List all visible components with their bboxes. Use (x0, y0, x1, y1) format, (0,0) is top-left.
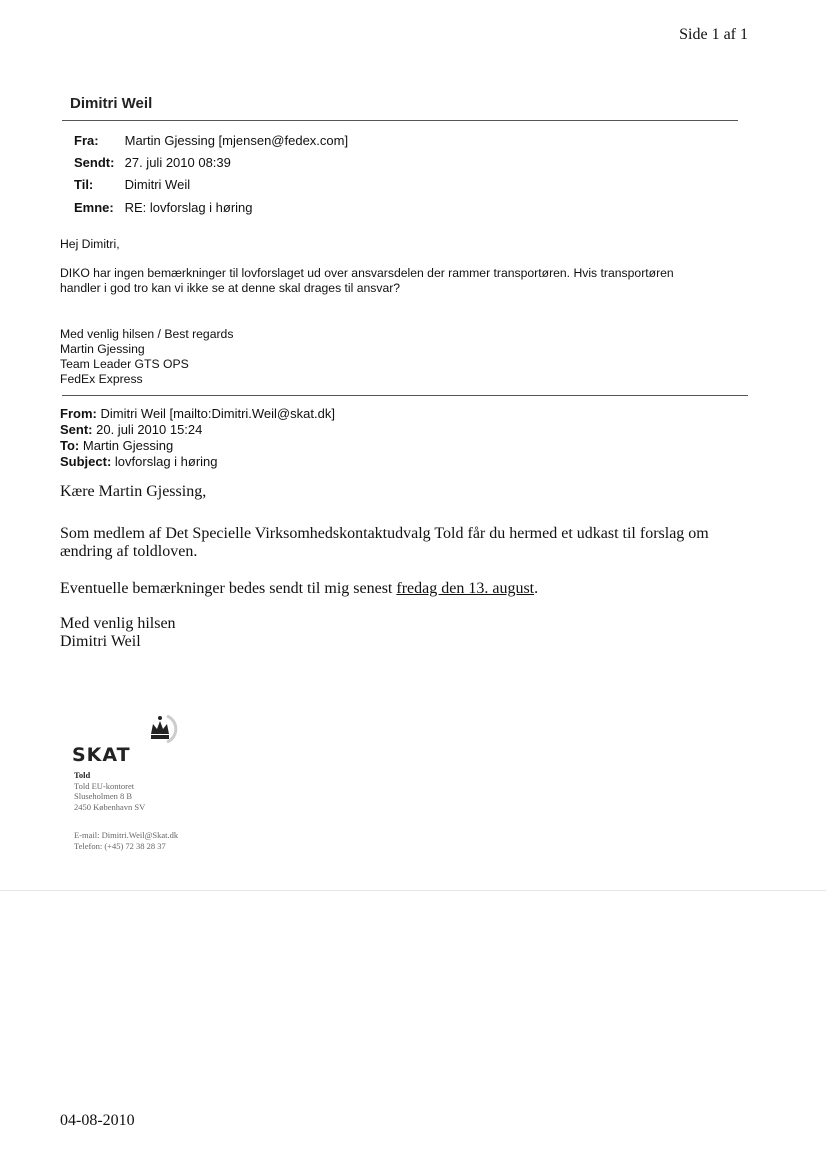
office-name: Told EU-kontoret (74, 780, 135, 791)
reply-signer-name: Martin Gjessing (60, 342, 145, 356)
reply-to-label: Til: (74, 177, 94, 192)
reply-greeting: Hej Dimitri, (60, 237, 120, 251)
street-address: Sluseholmen 8 B (74, 791, 133, 801)
department-name: Told (74, 770, 91, 780)
original-to-label: To: (60, 438, 80, 453)
original-signer: Dimitri Weil (60, 633, 141, 650)
original-greeting: Kære Martin Gjessing, (60, 483, 207, 500)
page-break-line (0, 890, 826, 891)
paragraph-2-prefix: Eventuelle bemærkninger bedes sendt til mig senest (60, 580, 393, 597)
deadline-date: fredag den 13. august (396, 580, 535, 597)
city-address: 2450 København SV (74, 801, 146, 812)
reply-closing: Med venlig hilsen / Best regards (60, 327, 234, 341)
original-paragraph-1: Som medlem af Det Specielle Virksomhedskontaktudvalg Told får du hermed et udkast til forslag om ændring af toldloven. (60, 525, 709, 560)
original-to-value: Martin Gjessing (82, 438, 174, 453)
original-from-value: Dimitri Weil [mailto:Dimitri.Weil@skat.dk] (100, 406, 335, 421)
reply-subject-row (74, 200, 253, 215)
original-sent-label: Sent: (60, 422, 93, 437)
footer-date: 04-08-2010 (60, 1112, 135, 1129)
original-from-row (60, 405, 335, 422)
original-subject-value: lovforslag i høring (114, 454, 218, 469)
reply-signature (60, 327, 233, 387)
paragraph-2-suffix: . (534, 580, 539, 597)
reply-subject-label: Emne: (74, 200, 114, 215)
mailbox-owner-title: Dimitri Weil (70, 95, 153, 112)
contact-info (74, 830, 178, 851)
reply-to-row (74, 177, 190, 192)
original-sent-row (60, 421, 202, 438)
reply-from-row (74, 133, 348, 148)
reply-sent-label: Sendt: (74, 155, 115, 170)
reply-to-value: Dimitri Weil (124, 177, 191, 192)
reply-from-value: Martin Gjessing [mjensen@fedex.com] (124, 133, 349, 148)
original-subject-label: Subject: (60, 454, 112, 469)
reply-subject-value: RE: lovforslag i høring (124, 200, 253, 215)
crown-icon (145, 712, 179, 746)
original-signoff (60, 615, 176, 651)
reply-sent-value: 27. juli 2010 08:39 (124, 155, 231, 170)
phone-line: Telefon: (+45) 72 38 28 37 (74, 840, 166, 851)
reply-body: DIKO har ingen bemærkninger til lovforslaget ud over ansvarsdelen der rammer transportøren. Hvis transportøren handler i god tro kan vi ikke se at denne skal drages til ansvar? (60, 266, 674, 295)
original-subject-row (60, 453, 218, 470)
skat-logo: SKAT (72, 744, 131, 766)
original-closing: Med venlig hilsen (60, 615, 176, 632)
page-number: Side 1 af 1 (679, 26, 748, 43)
original-from-label: From: (60, 406, 97, 421)
reply-from-label: Fra: (74, 133, 99, 148)
reply-sent-row (74, 155, 231, 170)
header-divider (62, 120, 738, 121)
original-sent-value: 20. juli 2010 15:24 (96, 422, 203, 437)
original-to-row (60, 437, 173, 454)
quoted-message-divider (62, 395, 748, 396)
office-address (74, 770, 145, 812)
reply-signer-company: FedEx Express (60, 372, 143, 386)
email-line: E-mail: Dimitri.Weil@Skat.dk (74, 830, 179, 840)
original-paragraph-2 (60, 580, 538, 598)
reply-signer-title: Team Leader GTS OPS (60, 357, 189, 371)
